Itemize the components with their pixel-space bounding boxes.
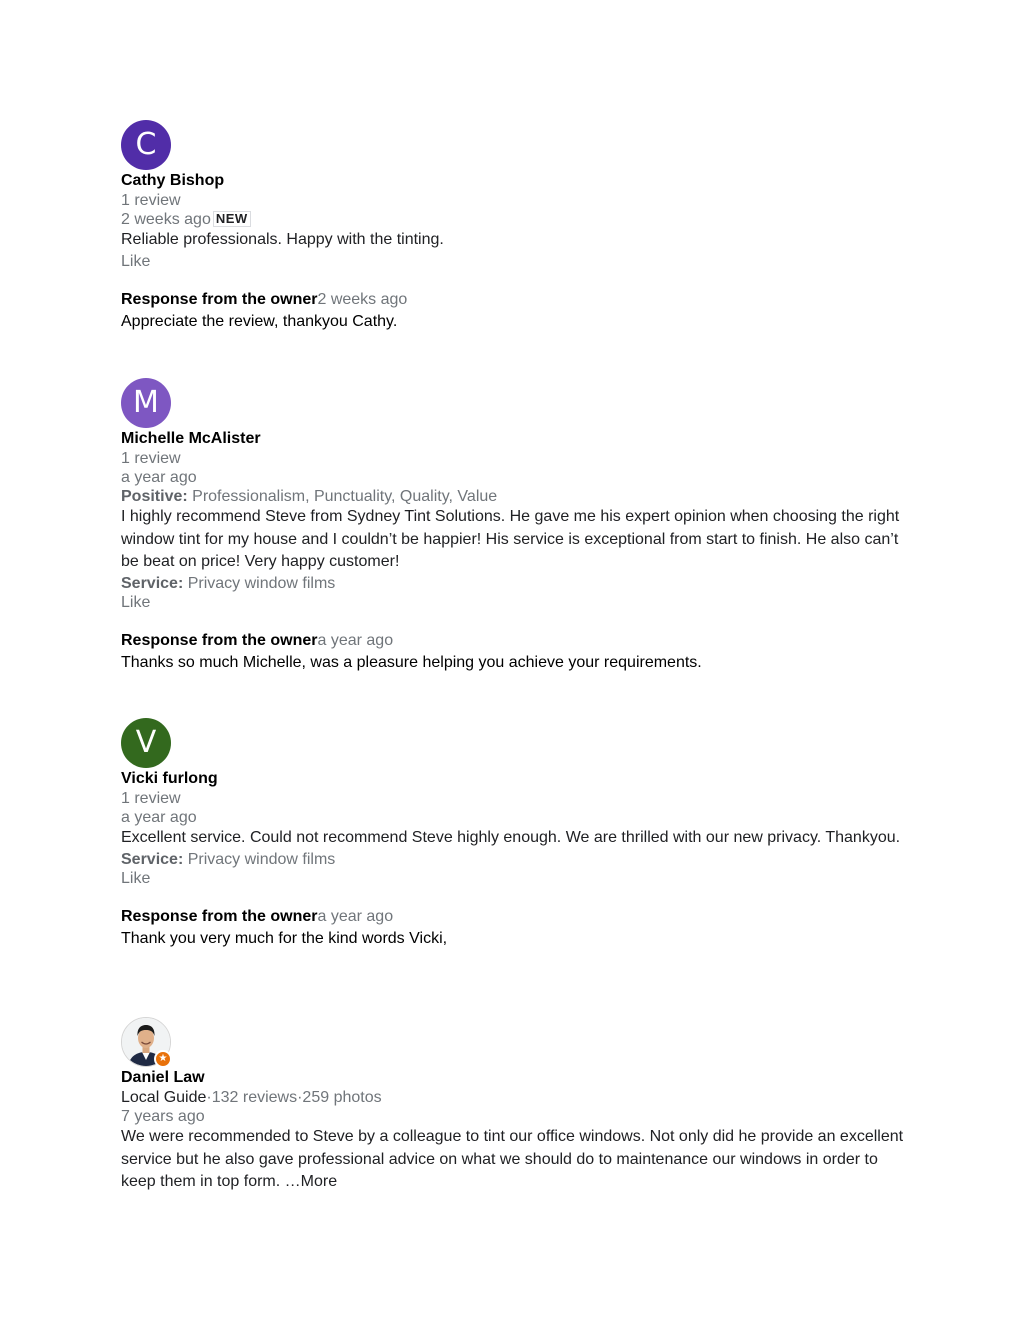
reviewer-name[interactable]: Daniel Law <box>121 1069 205 1086</box>
owner-response-header <box>121 290 911 310</box>
owner-response-time: a year ago <box>317 631 394 649</box>
review-card <box>121 120 911 334</box>
avatar[interactable]: M <box>121 378 171 428</box>
review-count: 1 review <box>121 192 181 209</box>
like-button[interactable]: Like <box>121 593 151 611</box>
review-time: a year ago <box>121 809 197 826</box>
owner-response-label: Response from the owner <box>121 290 318 308</box>
like-button[interactable]: Like <box>121 869 151 887</box>
service-value: Privacy window films <box>187 850 336 868</box>
new-badge: NEW <box>213 211 251 227</box>
owner-response-time: a year ago <box>317 907 394 925</box>
reviewer-name[interactable]: Michelle McAlister <box>121 430 261 447</box>
service-label: Service: <box>121 574 184 592</box>
review-time: a year ago <box>121 469 197 486</box>
avatar[interactable] <box>121 1017 171 1067</box>
reviewer-name[interactable]: Vicki furlong <box>121 770 218 787</box>
service-attribute <box>121 574 911 593</box>
review-count: 132 reviews <box>211 1089 298 1106</box>
owner-response-text: Thanks so much Michelle, was a pleasure helping you achieve your requirements. <box>121 653 702 671</box>
positive-value: Professionalism, Punctuality, Quality, Value <box>192 488 498 505</box>
owner-response-label: Response from the owner <box>121 907 318 925</box>
photo-count: 259 photos <box>302 1089 382 1106</box>
avatar[interactable]: V <box>121 718 171 768</box>
service-label: Service: <box>121 850 184 868</box>
avatar[interactable]: C <box>121 120 171 170</box>
local-guide-label: Local Guide <box>121 1089 207 1106</box>
review-text: I highly recommend Steve from Sydney Tint Solutions. He gave me his expert opinion when choosing the right window tint for my house and I couldn’t be happier! His service is exceptional from start to finish. He also can’t be beat on price! Very happy customer! <box>121 508 900 570</box>
review-time: 7 years ago <box>121 1108 205 1125</box>
separator: · <box>297 1089 303 1106</box>
separator: · <box>206 1089 212 1106</box>
owner-response-header <box>121 631 911 651</box>
owner-response-text: Appreciate the review, thankyou Cathy. <box>121 312 398 330</box>
owner-response-header <box>121 907 911 927</box>
owner-response-time: 2 weeks ago <box>317 290 408 308</box>
service-attribute <box>121 850 911 869</box>
review-text: Reliable professionals. Happy with the tinting. <box>121 231 444 248</box>
review-time-row <box>121 210 911 229</box>
review-card <box>121 718 911 951</box>
positive-label: Positive: <box>121 488 188 505</box>
like-button[interactable]: Like <box>121 252 151 270</box>
reviewer-stats <box>121 1088 911 1107</box>
reviewer-name[interactable]: Cathy Bishop <box>121 172 225 189</box>
review-text: Excellent service. Could not recommend Steve highly enough. We are thrilled with our new privacy. Thankyou. <box>121 829 901 846</box>
review-card <box>121 378 911 675</box>
service-value: Privacy window films <box>187 574 336 592</box>
owner-response-label: Response from the owner <box>121 631 318 649</box>
review-text[interactable]: We were recommended to Steve by a colleague to tint our office windows. Not only did he provide an excellent service but he also gave professional advice on what we should do to maintenance our windows in order to keep them in top form. …More <box>121 1128 904 1190</box>
review-time: 2 weeks ago <box>121 211 211 228</box>
review-count: 1 review <box>121 790 181 807</box>
review-card <box>121 1017 911 1194</box>
owner-response-text: Thank you very much for the kind words Vicki, <box>121 929 448 947</box>
review-count: 1 review <box>121 450 181 467</box>
local-guide-star-icon: ★ <box>154 1050 172 1068</box>
positive-attributes <box>121 487 911 506</box>
